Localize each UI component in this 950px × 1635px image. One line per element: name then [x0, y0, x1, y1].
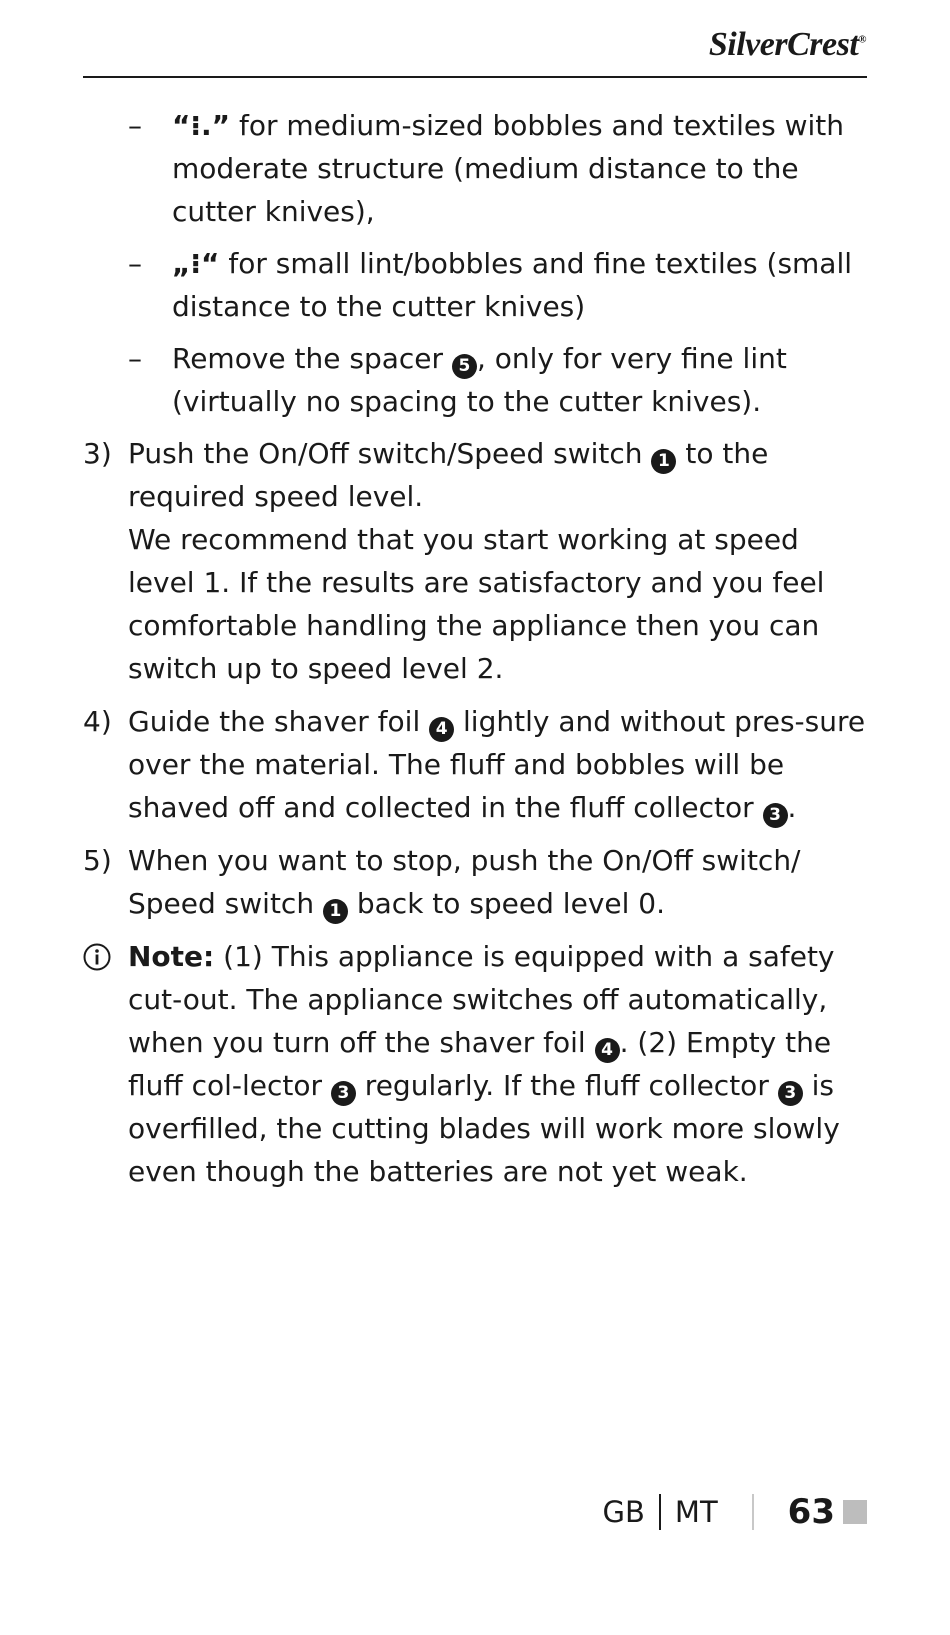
step-text: back to speed level 0.: [347, 887, 666, 920]
height-symbol: “⁝.”: [172, 109, 231, 142]
part-number-3-icon: 3: [778, 1081, 803, 1106]
step-5: [83, 839, 873, 925]
language-code-gb: GB: [602, 1495, 645, 1529]
step-number: 3): [83, 437, 112, 470]
part-number-3-icon: 3: [763, 803, 788, 828]
page-marker-square: [843, 1500, 867, 1524]
dash-bullet: –: [128, 247, 142, 280]
dash-item-text: , only for very fine lint (virtually no spacing to the cutter knives).: [172, 342, 787, 418]
part-number-5-icon: 5: [452, 354, 477, 379]
step-3: [83, 432, 873, 690]
dash-item-text: for medium-sized bobbles and textiles with moderate structure (medium distance to the cutter knives),: [172, 109, 844, 228]
note-label: Note:: [128, 940, 215, 973]
height-symbol: „⁝“: [172, 247, 220, 280]
step-text: to the required speed level.: [128, 437, 769, 513]
step-number: 5): [83, 844, 112, 877]
step-text: lightly and without pres-sure over the material. The fluff and bobbles will be shaved off and collected in the fluff collector: [128, 705, 866, 824]
part-number-4-icon: 4: [595, 1038, 620, 1063]
note-text: (1) This appliance is equipped with a safety cut-out. The appliance switches off automatically, when you turn off the shaver foil: [128, 940, 835, 1059]
part-number-3-icon: 3: [331, 1081, 356, 1106]
step-text: Guide the shaver foil: [128, 705, 430, 738]
footer-divider: [659, 1494, 661, 1530]
dash-item-remove-spacer: [83, 337, 873, 423]
step-number: 4): [83, 705, 112, 738]
step-text: When you want to stop, push the On/Off switch/ Speed switch: [128, 844, 801, 920]
part-number-1-icon: 1: [651, 449, 676, 474]
step-extra-text: We recommend that you start working at speed level 1. If the results are satisfactory and you feel comfortable handling the appliance then you can switch up to speed level 2.: [128, 523, 825, 685]
brand-name: SilverCrest: [708, 26, 859, 63]
language-code-mt: MT: [674, 1495, 718, 1529]
info-icon: [83, 943, 111, 971]
step-text: Push the On/Off switch/Speed switch: [128, 437, 652, 470]
dash-bullet: –: [128, 109, 142, 142]
registered-mark: ®: [858, 33, 866, 46]
step-4: [83, 700, 873, 829]
note-text: regularly. If the fluff collector: [355, 1069, 778, 1102]
brand-logo: [709, 26, 866, 64]
dash-bullet: –: [128, 342, 142, 375]
dash-item-medium: [83, 104, 873, 233]
note-text: is overfilled, the cutting blades will work more slowly even though the batteries are not yet weak.: [128, 1069, 840, 1188]
page-number: 63: [787, 1492, 835, 1532]
page-footer: [603, 1488, 867, 1536]
dash-item-text: Remove the spacer: [172, 342, 452, 375]
note-text: . (2) Empty the fluff col-lector: [128, 1026, 832, 1102]
part-number-1-icon: 1: [323, 899, 348, 924]
dash-item-text: for small lint/bobbles and fine textiles (small distance to the cutter knives): [172, 247, 853, 323]
dash-item-small: [83, 242, 873, 328]
note-block: [83, 935, 873, 1193]
part-number-4-icon: 4: [429, 717, 454, 742]
header-rule: [83, 76, 867, 78]
step-text: .: [787, 791, 797, 824]
page-content: [83, 104, 873, 1193]
footer-divider-light: [752, 1494, 754, 1530]
